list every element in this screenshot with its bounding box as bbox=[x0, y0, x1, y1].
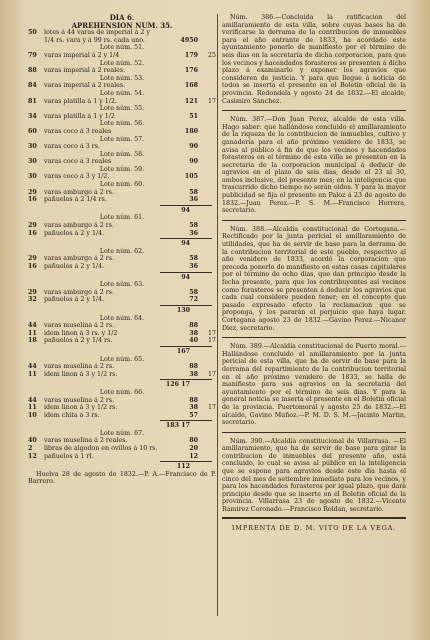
lot-row-value: 38 bbox=[189, 404, 198, 412]
lot-row-value: 88 bbox=[189, 322, 198, 330]
lot-row-desc: varas platilla á 1 y 1/2 bbox=[44, 112, 115, 120]
lot-row-desc: varas muselina á 2 rs. bbox=[44, 363, 115, 371]
lot-row-qty: 79 bbox=[28, 51, 37, 59]
lot-row-cents bbox=[198, 322, 216, 330]
lot-row-qty: 30 bbox=[28, 158, 37, 166]
lot-row-value: 20 bbox=[189, 445, 198, 453]
lot-heading: Lote núm. 55. bbox=[99, 105, 145, 113]
apprehension-heading: APREHENSION NUM. 35. bbox=[71, 20, 173, 30]
lot-row-cents bbox=[198, 222, 216, 230]
sum-rule bbox=[160, 272, 212, 273]
lot-row-value: 36 bbox=[189, 229, 198, 237]
lot-heading: Lote núm. 61. bbox=[99, 214, 145, 222]
lot-row bbox=[28, 82, 216, 90]
lot-row-value: 180 bbox=[184, 127, 198, 135]
lot-row-value: 58 bbox=[189, 288, 198, 296]
lot-heading: Lote núm. 58. bbox=[99, 150, 145, 158]
lot-row bbox=[28, 29, 216, 37]
lot-row bbox=[28, 189, 216, 197]
lot-row-qty: 60 bbox=[28, 127, 37, 135]
lot-row-qty: 12 bbox=[28, 452, 37, 460]
lot-total: 130 bbox=[176, 306, 190, 314]
lot-row-cents bbox=[198, 196, 216, 204]
lot-row-qty: 44 bbox=[28, 322, 37, 330]
lot-row-desc: varas coco á 3 reales bbox=[44, 158, 112, 166]
lot-row-value: 58 bbox=[189, 222, 198, 230]
lot-row-desc: varas amburgo á 2 rs. bbox=[44, 222, 114, 230]
imprenta-line: IMPRENTA DE D. M. VITO DE LA VEGA. bbox=[231, 523, 397, 532]
lot-row-desc: idem linon á 3 y 1/2 rs. bbox=[44, 404, 118, 412]
lot-row bbox=[28, 412, 216, 420]
lot-row-qty: 32 bbox=[28, 296, 37, 304]
lot-row-qty: 11 bbox=[28, 329, 37, 337]
lot-row-value: 88 bbox=[189, 396, 198, 404]
lot-heading: Lote núm. 56. bbox=[99, 120, 145, 128]
lot-row-qty: 16 bbox=[28, 263, 37, 270]
lot-row-cents bbox=[198, 29, 216, 37]
notice-separator bbox=[222, 432, 406, 433]
lot-heading: Lote núm. 60. bbox=[99, 181, 145, 189]
lot-row bbox=[28, 371, 216, 379]
lot-heading: Lote núm. 67. bbox=[99, 429, 145, 437]
lot-row bbox=[28, 255, 216, 263]
lot-heading: Lote núm. 66. bbox=[99, 388, 145, 396]
day-heading: DIA 6. bbox=[109, 13, 135, 22]
lot-row bbox=[28, 143, 216, 151]
lot-row-qty: 10 bbox=[28, 411, 37, 419]
lot-row-qty: 11 bbox=[28, 404, 37, 412]
lot-row-value: 72 bbox=[189, 296, 198, 304]
sum-rule bbox=[160, 379, 212, 380]
lot-row-cents bbox=[198, 158, 216, 166]
lot-row-cents: 17 bbox=[207, 97, 216, 105]
lot-row-value: 40 bbox=[189, 337, 198, 345]
lot-heading: Lote núm. 63. bbox=[99, 281, 145, 289]
lot-heading: Lote núm. 51. bbox=[99, 44, 145, 52]
lot-row bbox=[28, 397, 216, 405]
lot-row-desc: pañuelos á 2 1/4 rs. bbox=[44, 196, 107, 204]
lot-total: 94 bbox=[181, 206, 190, 214]
lot-row-qty: 18 bbox=[28, 337, 37, 345]
lot-row-qty: 16 bbox=[28, 229, 37, 237]
lot-row bbox=[28, 453, 216, 461]
lot-row-desc: varas coco á 3 reales bbox=[44, 127, 112, 135]
lot-heading: Lote núm. 64. bbox=[99, 314, 145, 322]
notice-separator bbox=[222, 220, 406, 221]
lot-row-cents bbox=[198, 289, 216, 297]
lot-row-desc: varas imperial á 2 y 1/4 bbox=[44, 51, 120, 59]
lot-row-value: 176 bbox=[184, 67, 198, 75]
lot-row-qty: 11 bbox=[28, 370, 37, 378]
lot-row-qty: 29 bbox=[28, 255, 37, 263]
lot-row-qty: 81 bbox=[28, 97, 37, 105]
lot-row-desc: varas muselina á 2 rs. bbox=[44, 396, 115, 404]
lot-row-value: 58 bbox=[189, 188, 198, 196]
lot-row-cents bbox=[198, 363, 216, 371]
lot-row-qty bbox=[28, 37, 44, 45]
lot-row-qty: 44 bbox=[28, 363, 37, 371]
lot-row-qty: 84 bbox=[28, 82, 37, 90]
lot-row-qty: 50 bbox=[28, 29, 37, 37]
notice-386: Núm. 386.—Concluida la ratificacion del amillaramiento de esta villa, sobre cuyas bases ha de verificarse la derrama de la contribucion de inmuebles para el año entrante de 1833, ha acordado este ayuntamiento ponerlo de manifiesto por el término de seis dias en la secretaría de dicha corporacion, para que los vecinos y hacendados forasteros se presenten á dicho plazo á examinarlo y exponer los agravios que consideren de justicia. Y para que llegue á noticia de todos se inserta el presente en el Boletin oficial de la provincia. Redondela y agosto 24 de 1832.—El alcalde, Casimiro Sánchez. bbox=[222, 14, 406, 105]
notice-separator bbox=[222, 110, 406, 111]
lot-heading: Lote núm. 54. bbox=[99, 89, 145, 97]
lot-row-value: 58 bbox=[189, 255, 198, 263]
lot-row-value: 38 bbox=[189, 329, 198, 337]
lot-row bbox=[28, 337, 216, 345]
lot-row bbox=[28, 196, 216, 204]
lot-row-cents bbox=[198, 82, 216, 90]
lot-row bbox=[28, 363, 216, 371]
lot-total: 94 bbox=[181, 273, 190, 281]
lot-row-desc: lotes á 44 varas de imperial á 2 y bbox=[44, 29, 150, 37]
sum-rule bbox=[160, 305, 212, 306]
lot-row-desc: pañuelos á 2 y 1/4 rs. bbox=[44, 337, 113, 345]
lot-row-cents bbox=[198, 412, 216, 420]
lot-row bbox=[28, 113, 216, 121]
lot-row bbox=[28, 289, 216, 297]
lot-row-desc: varas coco á 3 y 1/2. bbox=[44, 173, 110, 181]
lot-row-desc: varas imperial á 2 reales. bbox=[44, 82, 126, 90]
lot-row-cents bbox=[198, 255, 216, 263]
lot-row-cents bbox=[198, 113, 216, 121]
notice-389: Núm. 389.—Alcaldía constitucional de Puerto moral.—Hallándose concluido el amillaramiento por la junta pericial de esta villa, que ha de servir de base para la derrama del repartimiento de la contribucion territorial en el año próximo venidero de 1833, se halla de manifiesto para sus agravios en la secretaría del ayuntamiento por el término de seis dias. Y para la general noticia se inserta el presente en el Boletin oficial de la provincia. Puertomoral y agosto 25 de 1832.—El alcalde, Gavino Muñoz.—P. M. D. S. M.—Jacinto Martin, secretario. bbox=[222, 343, 406, 427]
sum-rule bbox=[160, 238, 212, 239]
lot-row-cents bbox=[198, 37, 216, 45]
lot-row-desc: varas amburgo á 2 rs. bbox=[44, 255, 114, 263]
lot-row-value: 51 bbox=[189, 112, 198, 120]
lot-row-cents bbox=[198, 143, 216, 151]
lot-row-cents bbox=[198, 445, 216, 453]
lot-row-qty: 29 bbox=[28, 188, 37, 196]
lot-row-value: 105 bbox=[184, 173, 198, 181]
lot-row-cents bbox=[198, 173, 216, 181]
lot-row-cents bbox=[198, 453, 216, 461]
lot-row-value: 38 bbox=[189, 370, 198, 378]
lot-row-cents bbox=[198, 437, 216, 445]
lot-heading: Lote núm. 59. bbox=[99, 165, 145, 173]
lot-row-desc: varas imperial á 2 reales. bbox=[44, 67, 126, 75]
lot-row-value: 57 bbox=[189, 411, 198, 419]
lot-heading: Lote núm. 53. bbox=[99, 74, 145, 82]
lot-row-qty: 34 bbox=[28, 112, 37, 120]
left-column bbox=[28, 14, 216, 486]
lot-heading: Lote núm. 52. bbox=[99, 59, 145, 67]
lot-row-value: 179 bbox=[184, 51, 198, 59]
notice-390: Núm. 390.—Alcaldía constitucional de Villarrasa. —El amillaramiento, que ha de servir de base para girar la contribucion de inmuebles del presente año, está concluido, lo cual se avisa al público en la inteligencia que se espone para agravios desde este dia hasta el cinco del mes de setiembre inmediato para los vecinos, y para los hacendados forasteros por igual plazo, que dará principio desde que se inserte en el Boletin oficial de la provincia. Villarrasa 23 de agosto de 1832.—Vicente Ramirez Coronado.—Francisco Roldan, secretario. bbox=[222, 437, 406, 514]
left-footer: Huelva 28 de agosto de 1832.—P. A.—Francisco de P. Barrero. bbox=[28, 470, 216, 486]
lots-list bbox=[28, 29, 216, 471]
lot-row bbox=[28, 296, 216, 304]
imprenta-rule bbox=[222, 517, 406, 519]
lot-row-qty: 30 bbox=[28, 173, 37, 181]
lot-total: 126 17 bbox=[165, 381, 190, 389]
lot-row-value: 36 bbox=[189, 196, 198, 204]
lot-row-cents bbox=[198, 67, 216, 75]
lot-row-desc: 1/4 rs. vara y á 99 rs. cada uno. bbox=[44, 36, 145, 44]
lot-total: 112 bbox=[176, 463, 190, 471]
lot-row bbox=[28, 52, 216, 60]
lot-row bbox=[28, 37, 216, 45]
lot-row bbox=[28, 67, 216, 75]
lot-row-cents: 25 bbox=[207, 51, 216, 59]
lot-row-desc: varas muselina á 2 reales. bbox=[44, 437, 128, 445]
lot-row-desc: pañuelos á 2 y 1/4. bbox=[44, 229, 105, 237]
sum-rule bbox=[160, 420, 212, 421]
notice-separator bbox=[222, 337, 406, 338]
lot-row-value: 121 bbox=[184, 97, 198, 105]
lot-row-value: 90 bbox=[189, 143, 198, 151]
lot-row bbox=[28, 445, 216, 453]
lot-row-desc: pañuelos á 2 y 1/4. bbox=[44, 263, 105, 270]
lot-row-qty: 2 bbox=[28, 445, 33, 453]
column-divider bbox=[217, 14, 218, 616]
lot-row bbox=[28, 158, 216, 166]
lot-heading: Lote núm. 57. bbox=[99, 135, 145, 143]
lot-row-qty: 16 bbox=[28, 196, 37, 204]
lot-row-qty: 29 bbox=[28, 222, 37, 230]
lot-row-value: 36 bbox=[189, 263, 198, 270]
lot-row bbox=[28, 173, 216, 181]
lot-row-cents bbox=[198, 296, 216, 304]
lot-row-desc: varas platilla á 1 y 1/2. bbox=[44, 97, 117, 105]
lot-row bbox=[28, 437, 216, 445]
lot-row bbox=[28, 404, 216, 412]
lot-row-value: 80 bbox=[189, 437, 198, 445]
lot-total: 183 17 bbox=[165, 422, 190, 430]
lot-row-cents bbox=[198, 263, 216, 271]
lot-row bbox=[28, 128, 216, 136]
lot-row-desc: idem chita á 3 rs. bbox=[44, 411, 100, 419]
lot-row-value bbox=[170, 29, 198, 37]
lot-row-cents bbox=[198, 230, 216, 238]
lot-row-value: 90 bbox=[189, 158, 198, 166]
lot-row-cents bbox=[198, 397, 216, 405]
sum-rule bbox=[160, 205, 212, 206]
lot-row-desc: varas amburgo á 2 rs. bbox=[44, 188, 114, 196]
lot-row-qty: 29 bbox=[28, 288, 37, 296]
lot-row bbox=[28, 222, 216, 230]
lot-row-desc: idem linon á 3 y 1/2 rs. bbox=[44, 370, 118, 378]
lot-row bbox=[28, 322, 216, 330]
lot-heading: Lote núm. 62. bbox=[99, 247, 145, 255]
lot-row-value: 168 bbox=[184, 82, 198, 90]
lot-row-desc: pañuelos á 1 rl. bbox=[44, 452, 94, 460]
lot-row-qty: 44 bbox=[28, 396, 37, 404]
lot-row-qty: 88 bbox=[28, 67, 37, 75]
lot-row bbox=[28, 98, 216, 106]
lot-row-cents: 17 bbox=[207, 370, 216, 378]
lot-row-desc: idem linon á 3 rs. y 1/2 bbox=[44, 329, 118, 337]
lot-row-value: 12 bbox=[189, 452, 198, 460]
lot-row-value: 88 bbox=[189, 363, 198, 371]
lot-row-qty: 30 bbox=[28, 143, 37, 151]
lot-row-desc: libras de algodon en ovillos á 10 rs. bbox=[44, 445, 158, 453]
lot-row bbox=[28, 230, 216, 238]
lot-row-cents: 17 bbox=[207, 337, 216, 345]
lot-row-qty: 40 bbox=[28, 437, 37, 445]
lot-row-desc: varas coco á 3 rs. bbox=[44, 143, 100, 151]
lot-row-desc: varas muselina á 2 rs. bbox=[44, 322, 115, 330]
notice-388: Núm. 388.—Alcaldía constitucional de Cortegana.—Rectificado por la junta pericial el amillaramiento de utilidades, que ha de servir de base para la derrama de la contribucion territorial de este pueblo, respectivo al año venidero de 1833, acordó la corporacion que preceda ponerlo de manifiesto en estas casas capitulares por el término de ocho dias, que dan principio desde la fecha presente, para que los contribuyentes así vecinos como forasteros se presenten á deducir los agravios que cada cual considere pueden tener; en el concepto que pasado expresado efecto la reclamacion que se proponga, y los pararán el perjuicio que haya lugar. Cortegana agosto 23 de 1832.—Gavino Perez.—Nicanor Diez, secretario. bbox=[222, 225, 406, 332]
lot-row-cents: 17 bbox=[207, 404, 216, 412]
sum-rule bbox=[160, 461, 212, 462]
lot-total: 167 bbox=[176, 347, 190, 355]
lot-row-cents bbox=[198, 189, 216, 197]
lot-row-value: 4950 bbox=[180, 36, 198, 44]
lot-total: 94 bbox=[181, 240, 190, 248]
right-column bbox=[222, 14, 406, 532]
lot-row bbox=[28, 330, 216, 338]
lot-row-desc: varas amburgo á 2 rs. bbox=[44, 288, 114, 296]
lot-heading: Lote núm. 65. bbox=[99, 355, 145, 363]
lot-row-cents bbox=[198, 128, 216, 136]
notice-387: Núm. 387.—Don Juan Perez, alcalde de esta villa. Hago saber: que hallándose concluido el amillaramiento de la riqueza de la contribucion de inmuebles, cultivo y ganadería para el año próximo venidero de 1833, se avisa al público á fin de que los vecinos y hacendados forasteros en el término de esta villa se presenten en la secretaría de la corporacion municipal á deducir de agravios en el plazo de seis dias, desde el 23 al 30, ambos inclusive, del presente mes; en la inteligencia que trascurrido dicho tiempo no serán oidos. Y para la mayor publicidad se fija el presente en Paloz á 23 de agosto de 1832.—Juan Perez.—P. S. M.—Francisco Herrera, secretario. bbox=[222, 116, 406, 215]
lot-row bbox=[28, 263, 216, 271]
sum-rule bbox=[160, 346, 212, 347]
lot-row-cents: 17 bbox=[207, 329, 216, 337]
lot-row-desc: pañuelos á 2 y 1/4. bbox=[44, 296, 105, 304]
